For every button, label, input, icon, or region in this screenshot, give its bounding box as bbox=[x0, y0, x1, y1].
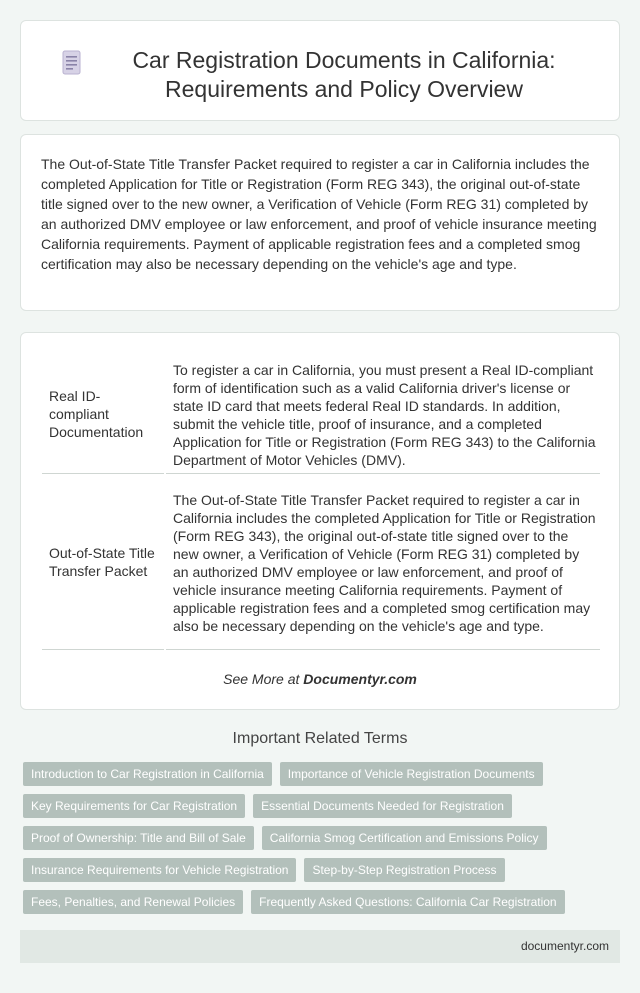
related-term-tag[interactable]: Step-by-Step Registration Process bbox=[304, 858, 504, 882]
related-term-tag[interactable]: California Smog Certification and Emissions Policy bbox=[262, 826, 547, 850]
summary-text: The Out-of-State Title Transfer Packet required to register a car in California includes the completed Application for Title or Registration (Form REG 343), the original out-of-state title signed over to the new owner, a Verification of Vehicle (Form REG 31) completed by an authorized DMV employee or law enforcement, and proof of vehicle insurance meeting California requirements. Payment of applicable registration fees and a completed smog certification may also be necessary depending on the vehicle's age and type. bbox=[41, 156, 597, 272]
related-term-tag[interactable]: Insurance Requirements for Vehicle Registration bbox=[23, 858, 296, 882]
details-table bbox=[42, 355, 600, 650]
related-term-tag[interactable]: Proof of Ownership: Title and Bill of Sale bbox=[23, 826, 254, 850]
related-term-tag[interactable]: Fees, Penalties, and Renewal Policies bbox=[23, 890, 243, 914]
tag-row bbox=[23, 794, 623, 818]
description-cell: To register a car in California, you must present a Real ID-compliant form of identification such as a valid California driver's license or state ID card that meets federal Real ID standards. In addition, submit the vehicle title, proof of insurance, and a completed Application for Title or Registration (Form REG 343) to the California Department of Motor Vehicles (DMV). bbox=[165, 355, 600, 474]
document-icon bbox=[61, 50, 83, 76]
details-card bbox=[20, 332, 620, 710]
header-card bbox=[20, 20, 620, 121]
table-row bbox=[42, 474, 600, 650]
related-term-tag[interactable]: Frequently Asked Questions: California Car Registration bbox=[251, 890, 564, 914]
related-terms-heading: Important Related Terms bbox=[232, 730, 408, 747]
related-term-tag[interactable]: Essential Documents Needed for Registration bbox=[253, 794, 512, 818]
page-title: Car Registration Documents in California: Requirements and Policy Overview bbox=[132, 47, 556, 102]
see-more-prefix: See More at bbox=[223, 671, 304, 687]
summary-card bbox=[20, 134, 620, 311]
term-cell: Out-of-State Title Transfer Packet bbox=[42, 474, 165, 650]
footer-site-link[interactable]: documentyr.com bbox=[520, 939, 609, 953]
see-more bbox=[42, 671, 598, 687]
term-cell: Real ID-compliant Documentation bbox=[42, 355, 165, 474]
description-cell: The Out-of-State Title Transfer Packet required to register a car in California includes the completed Application for Title or Registration (Form REG 343), the original out-of-state title signed over to the new owner, a Verification of Vehicle (Form REG 31) completed by an authorized DMV employee or law enforcement, and proof of vehicle insurance meeting California requirements. Payment of applicable registration fees and a completed smog certification may also be necessary depending on the vehicle's age and type. bbox=[165, 474, 600, 650]
see-more-link[interactable]: Documentyr.com bbox=[303, 671, 417, 687]
footer bbox=[20, 930, 620, 963]
tag-row bbox=[23, 762, 623, 786]
tag-row bbox=[23, 890, 623, 914]
related-term-tag[interactable]: Introduction to Car Registration in California bbox=[23, 762, 272, 786]
table-row bbox=[42, 355, 600, 474]
related-term-tag[interactable]: Key Requirements for Car Registration bbox=[23, 794, 245, 818]
tag-row bbox=[23, 826, 623, 850]
tag-row bbox=[23, 858, 623, 882]
related-terms-list bbox=[23, 762, 623, 922]
related-term-tag[interactable]: Importance of Vehicle Registration Documents bbox=[280, 762, 543, 786]
